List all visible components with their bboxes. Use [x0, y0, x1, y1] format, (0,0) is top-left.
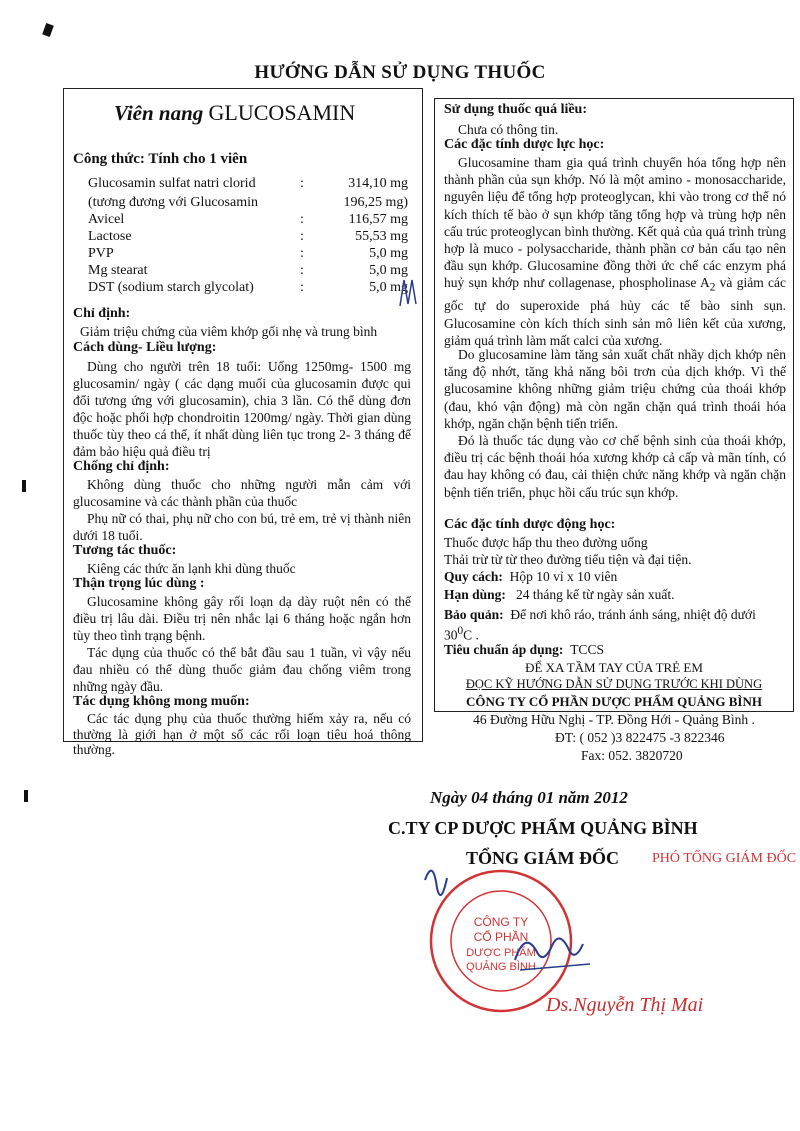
pharmacokinetics-heading: Các đặc tính dược động học:	[444, 517, 616, 532]
ingredient-separator: :	[300, 280, 304, 295]
ingredient-name: Avicel	[88, 212, 125, 227]
dosage-heading: Cách dùng- Liều lượng:	[73, 340, 217, 355]
pd1-tail: và giảm các gốc tự do superoxide phá hủy các tế bào sinh sụn. Glucosamine còn kích thích sinh sản mô liên kết của xương, giảm quá trình làm mất calci của xương.	[444, 275, 786, 348]
company-name: CÔNG TY CỔ PHẦN DƯỢC PHẨM QUẢNG BÌNH	[466, 694, 762, 709]
interactions-heading: Tương tác thuốc:	[73, 543, 177, 558]
document-title: HƯỚNG DẪN SỬ DỤNG THUỐC	[254, 62, 546, 83]
seal-line-1: CÔNG TY	[473, 915, 529, 929]
ingredient-amount: 314,10 mg	[348, 176, 408, 191]
keep-away-warning: ĐỂ XA TẦM TAY CỦA TRẺ EM	[525, 660, 703, 675]
scan-mark	[42, 23, 54, 37]
contraindications-text-1: Không dùng thuốc cho những người mẫn cảm với glucosamine và các thành phần của thuốc	[73, 477, 411, 509]
handwritten-initials	[398, 276, 420, 312]
product-name	[114, 100, 355, 126]
indications-heading: Chỉ định:	[73, 306, 131, 321]
scan-mark	[22, 480, 26, 492]
ingredient-separator: :	[300, 229, 304, 244]
overdose-heading: Sử dụng thuốc quá liều:	[444, 102, 588, 117]
storage-heading: Bảo quản:	[444, 607, 504, 622]
company-address: 46 Đường Hữu Nghị - TP. Đồng Hới - Quảng Bình .	[473, 712, 755, 727]
overdose-text: Chưa có thông tin.	[458, 122, 559, 137]
ingredient-amount: 116,57 mg	[348, 212, 408, 227]
formula-heading: Công thức: Tính cho 1 viên	[73, 151, 248, 167]
ingredient-name: DST (sodium starch glycolat)	[88, 280, 254, 295]
scan-mark	[24, 790, 28, 802]
pd1-main: Glucosamine tham gia quá trình chuyển hóa tổng hợp nên thành phần của sụn khớp. Nó là một amino - monosaccharide, nguyên liệu để tổng hợp proteoglycan, khi vào trong cơ thể nó kích thích tế bào ở sụn khớp tăng tổng hợp và trùng hợp nên cấu trúc proteoglycan bình thường. Kết quả của quá trình trùng hợp là muco - polysaccharide, thành phần cơ bản cấu tạo nên đầu sụn khớp. Glucosamine đồng thời ức chế các enzym phá huỷ sụn khớp như collagenase, phospholinase A	[444, 155, 786, 291]
dosage-text: Dùng cho người trên 18 tuổi: Uống 1250mg- 1500 mg glucosamin/ ngày ( các dạng muối của glucosamin được qui đổi tương ứng với glucosamin), chia 3 lần. Có thể dùng đơn độc hoặc phối hợp chondroitin 1200mg/ ngày. Thời gian dùng thuốc tùy theo cá thể, ít nhất dùng liên tục trong 2- 3 tháng để đảm bảo hiệu quả điều trị	[73, 359, 411, 459]
ingredient-name: Glucosamin sulfat natri clorid	[88, 176, 256, 191]
packaging-line	[444, 568, 784, 585]
signing-company: C.TY CP DƯỢC PHẨM QUẢNG BÌNH	[388, 818, 698, 838]
storage-line	[444, 606, 784, 644]
contraindications-text-2: Phụ nữ có thai, phụ nữ cho con bú, trẻ em, trẻ vị thành niên dưới 18 tuổi.	[73, 511, 411, 543]
storage-tail: C .	[463, 627, 479, 643]
pd1-subscript: 2	[709, 282, 716, 295]
caution-text-2: Tác dụng của thuốc có thể bắt đầu sau 1 tuần, vì vậy nếu đau nhiều có thể dùng thuốc giảm đau chống viêm trong những ngày đầu.	[73, 645, 411, 694]
product-prefix: Viên nang	[114, 101, 204, 125]
caution-text-1: Glucosamine không gây rối loạn dạ dày ruột nên có thể điều trị lâu dài. Điều trị nên nhắc lại 6 tháng hoặc ngắn hơn tùy theo tình trạng bệnh.	[73, 594, 411, 643]
pharmacodynamics-text-2: Do glucosamine làm tăng sản xuất chất nhầy dịch khớp nên tăng độ nhớt, tăng khả năng bôi trơn của dịch khớp. Vì thế glucosamine không những giảm triệu chứng của thoái khớp (đau, khó vận động) mà còn ngăn chặn quá trình thoái hóa khớp, ngăn chặn bệnh tiến triển.	[444, 347, 786, 431]
ingredient-separator: :	[300, 212, 304, 227]
pharmacodynamics-heading: Các đặc tính dược lực học:	[444, 137, 605, 152]
seal-line-2: CỔ PHẦN	[473, 930, 529, 944]
packaging-heading: Quy cách:	[444, 569, 503, 584]
ingredient-name: PVP	[88, 246, 114, 261]
company-fax: Fax: 052. 3820720	[581, 748, 683, 763]
seal-line-3: DƯỢC PHẨM	[466, 947, 536, 959]
adverse-heading: Tác dụng không mong muốn:	[73, 694, 250, 709]
caution-heading: Thận trọng lúc dùng :	[73, 576, 205, 591]
adverse-text: Các tác dụng phụ của thuốc thường hiếm xảy ra, nếu có thường là giới hạn ở một số các rối loạn tiêu hoá thông thường.	[73, 711, 411, 757]
standard-text: TCCS	[570, 642, 604, 657]
seal-line-4: QUẢNG BÌNH	[466, 961, 536, 973]
ingredient-name: Mg stearat	[88, 263, 148, 278]
standard-line	[444, 641, 784, 658]
indications-text: Giảm triệu chứng của viêm khớp gối nhẹ và trung bình	[80, 324, 378, 339]
ingredient-name: Lactose	[88, 229, 132, 244]
ingredient-amount: 5,0 mg	[369, 263, 408, 278]
ingredient-amount: 196,25 mg)	[343, 195, 408, 210]
ingredient-amount: 5,0 mg	[369, 246, 408, 261]
storage-text: Để nơi khô ráo, tránh ánh sáng, nhiệt độ dưới 30	[444, 607, 756, 643]
ingredient-name: (tương đương với Glucosamin	[88, 195, 258, 210]
interactions-text: Kiêng các thức ăn lạnh khi dùng thuốc	[87, 561, 296, 576]
contraindications-heading: Chống chỉ định:	[73, 459, 170, 474]
standard-heading: Tiêu chuẩn áp dụng:	[444, 642, 564, 657]
ingredient-separator: :	[300, 263, 304, 278]
company-phone: ĐT: ( 052 )3 822475 -3 822346	[555, 730, 725, 745]
ingredient-amount: 55,53 mg	[355, 229, 408, 244]
packaging-text: Hộp 10 vỉ x 10 viên	[509, 569, 618, 584]
pharmacokinetics-text-2: Thải trừ từ từ theo đường tiểu tiện và đại tiện.	[444, 552, 692, 567]
expiry-text: 24 tháng kể từ ngày sản xuất.	[516, 587, 675, 602]
ingredient-separator: :	[300, 246, 304, 261]
expiry-heading: Hạn dùng:	[444, 587, 506, 602]
product-title: GLUCOSAMIN	[208, 100, 356, 125]
pharmacodynamics-text-3: Đó là thuốc tác dụng vào cơ chế bệnh sinh của thoái khớp, điều trị các bệnh thoái hóa xương khớp cả cấp và mãn tính, có đau hay không có đau, cải thiện chức năng khớp và ngăn chặn bệnh tiến triển, phục hồi cấu trúc sụn khớp.	[444, 433, 786, 500]
signer-name: Ds.Nguyễn Thị Mai	[546, 994, 704, 1016]
handwritten-signature	[420, 850, 620, 990]
pharmacokinetics-text-1: Thuốc được hấp thu theo đường uống	[444, 535, 648, 550]
pharmacodynamics-text-1	[444, 154, 786, 349]
director-title: TỔNG GIÁM ĐỐC	[466, 848, 619, 868]
ingredient-separator: :	[300, 176, 304, 191]
deputy-title-stamp: PHÓ TỔNG GIÁM ĐỐC	[652, 851, 797, 866]
ingredient-amount: 5,0 mg	[369, 280, 408, 295]
storage-superscript: 0	[457, 625, 464, 637]
issue-date: Ngày 04 tháng 01 năm 2012	[430, 788, 628, 807]
expiry-line	[444, 586, 784, 603]
read-instructions-warning: ĐỌC KỸ HƯỚNG DẪN SỬ DỤNG TRƯỚC KHI DÙNG	[465, 677, 763, 691]
